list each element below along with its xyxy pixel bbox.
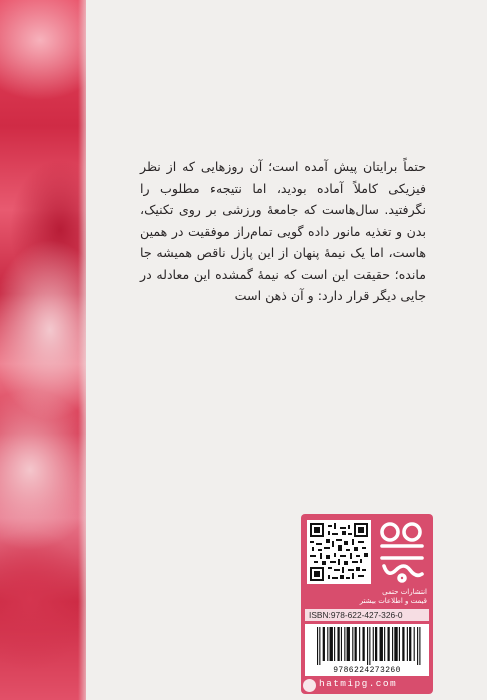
cover-color-band — [0, 0, 86, 700]
publisher-logo-icon — [377, 520, 427, 584]
barcode-icon — [305, 624, 429, 676]
website-link[interactable]: hatmipg.com — [319, 678, 398, 689]
qr-code-graphic — [310, 523, 368, 581]
publisher-name: انتشارات حتمی — [382, 588, 427, 596]
website-badge-icon — [303, 679, 316, 692]
back-cover-blurb: حتماً برایتان پیش آمده است؛ آن روزهایی که از نظر فیزیکی کاملاً آماده بودید، اما نتیجهء مطلوب را نگرفتید. سال‌هاست که جامعهٔ ورزشی بر روی تکنیک، بدن و تغذیه مانور داده گویی تمام‌راز موفقیت در همین هاست، اما یک نیمهٔ پنهان از این پازل ناقص همیشه جا مانده؛ حقیقت این است که نیمهٔ گمشده این معادله در جایی دیگر قرار دارد: و آن ذهن است — [140, 159, 426, 303]
logo-glyph-top — [378, 520, 426, 550]
band-edge — [78, 0, 86, 700]
barcode-number: 9786224273260 — [333, 666, 401, 675]
barcode-bars — [317, 627, 425, 665]
publisher-info — [307, 588, 427, 606]
info-panel — [301, 514, 433, 694]
publisher-more-info: قیمت و اطلاعات بیشتر — [359, 597, 427, 605]
logo-glyph-bottom — [378, 554, 426, 584]
qr-code-icon[interactable] — [307, 520, 371, 584]
isbn-label: ISBN:978-622-427-326-0 — [305, 609, 429, 621]
